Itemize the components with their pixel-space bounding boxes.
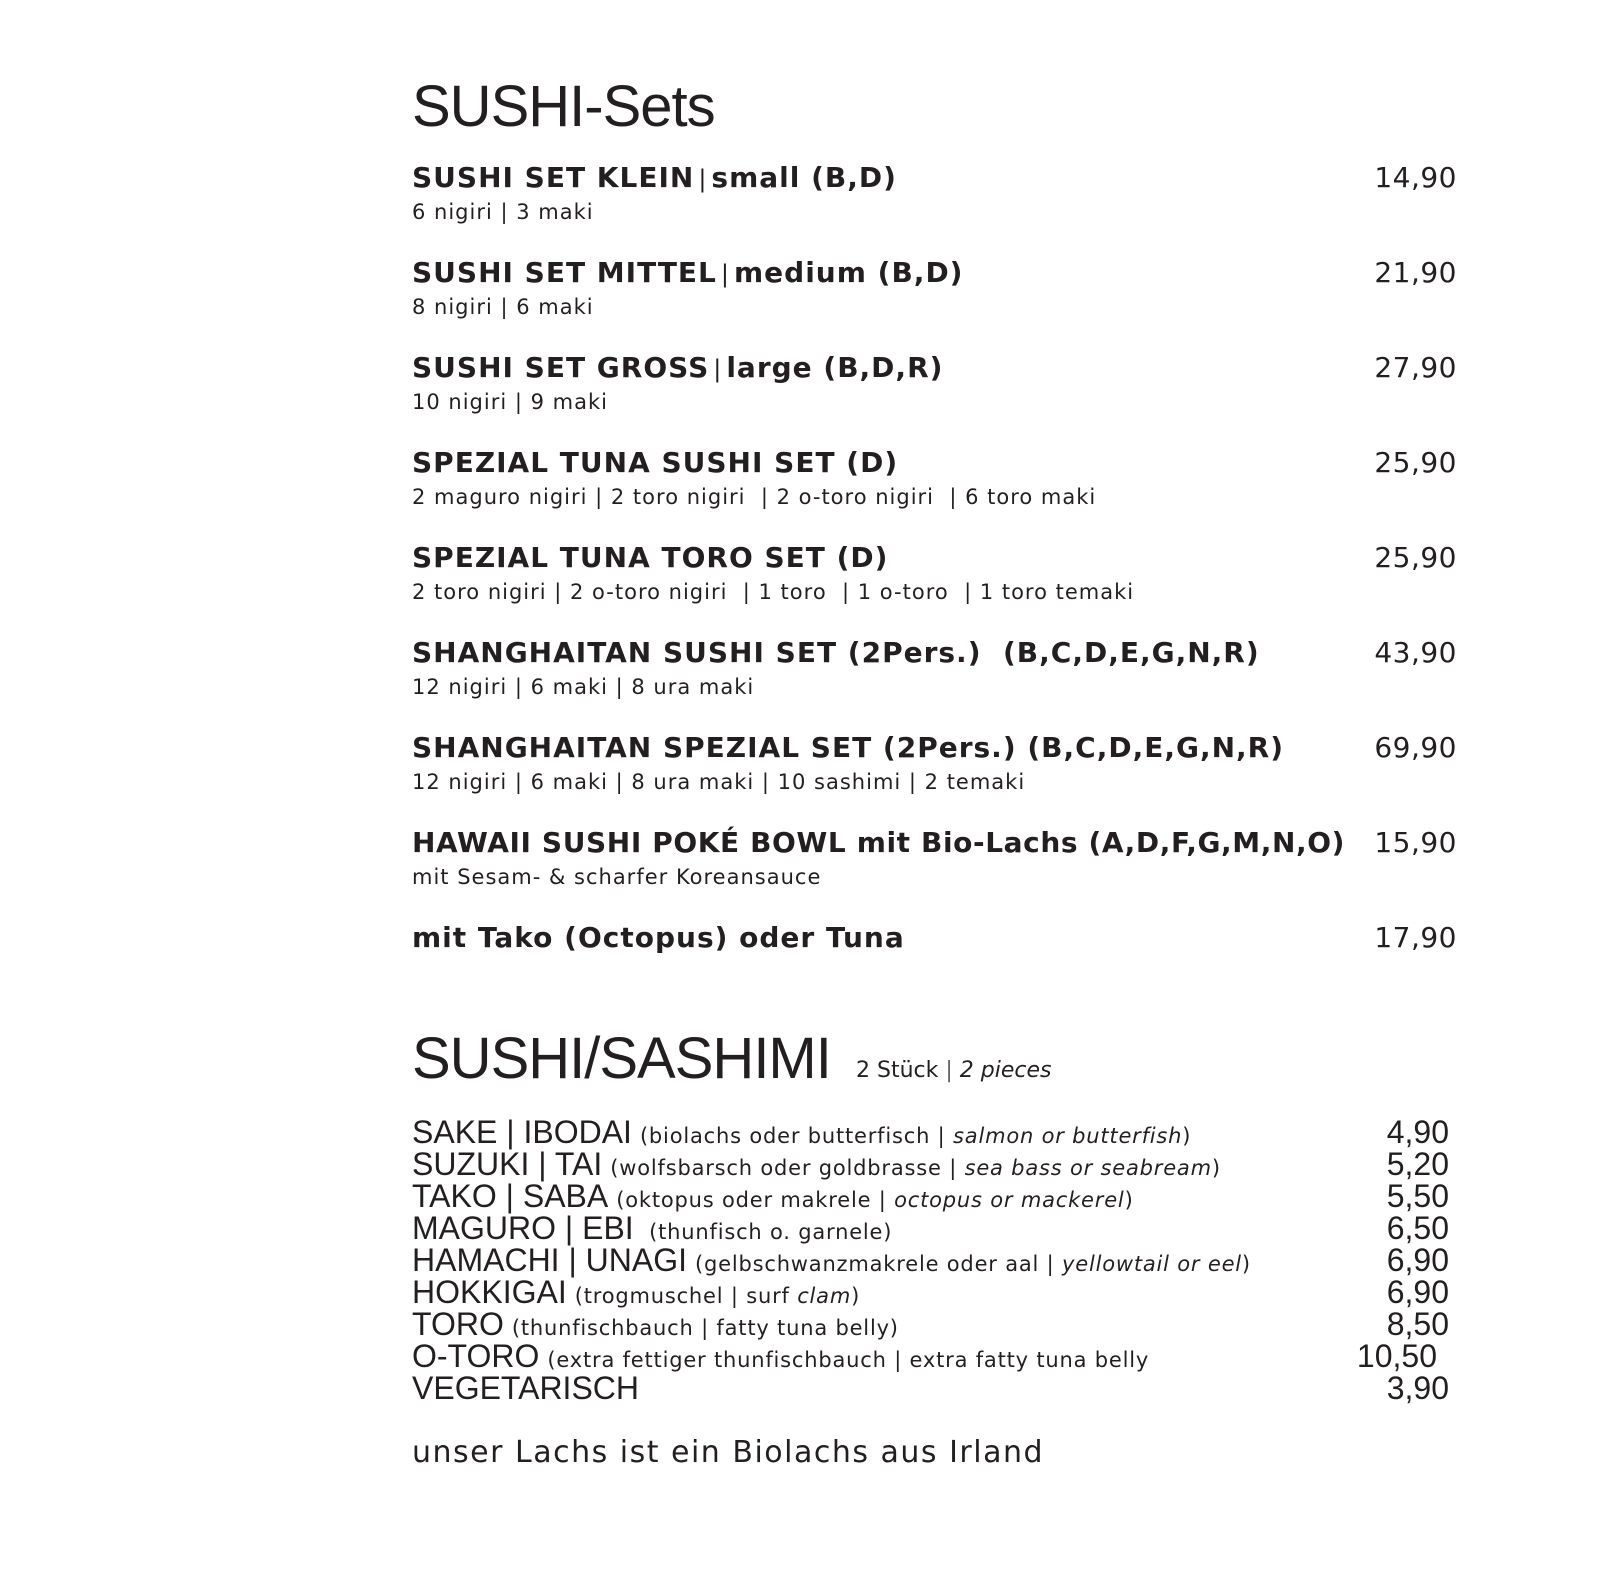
sashimi-row [412,1244,1457,1276]
item-price: 25,90 [1374,446,1457,479]
sashimi-row [412,1148,1457,1180]
item-description: 8 nigiri | 6 maki [412,295,594,319]
item-name: SUSHI SET MITTEL | medium (B,D) [412,256,964,289]
item-description: 6 nigiri | 3 maki [412,200,594,224]
sashimi-name: SAKE | IBODAI (biolachs oder butterfisch | salmon or butterfish) [412,1114,1192,1150]
item-name: SPEZIAL TUNA SUSHI SET (D) [412,446,899,479]
sashimi-name: TORO (thunfischbauch | fatty tuna belly) [412,1306,899,1342]
sashimi-row [412,1180,1457,1212]
sushi-sets-heading: SUSHI-Sets [412,74,715,139]
sashimi-price: 4,90 [1386,1114,1449,1150]
item-price: 43,90 [1374,636,1457,669]
sashimi-name: MAGURO | EBI (thunfisch o. garnele) [412,1210,893,1246]
item-description: 2 maguro nigiri | 2 toro nigiri | 2 o-toro nigiri | 6 toro maki [412,485,1097,509]
sashimi-row [412,1340,1457,1372]
sushi-sashimi-heading: SUSHI/SASHIMI [412,1026,831,1091]
item-description: 2 toro nigiri | 2 o-toro nigiri | 1 toro | 1 o-toro | 1 toro temaki [412,580,1135,604]
item-description: 12 nigiri | 6 maki | 8 ura maki [412,675,755,699]
sashimi-name: VEGETARISCH [412,1370,639,1406]
sashimi-row [412,1276,1457,1308]
item-price: 21,90 [1374,256,1457,289]
sashimi-row [412,1116,1457,1148]
item-name: SUSHI SET GROSS | large (B,D,R) [412,351,944,384]
sashimi-price: 5,50 [1386,1178,1449,1214]
sashimi-name: TAKO | SABA (oktopus oder makrele | octopus or mackerel) [412,1178,1134,1214]
sashimi-row [412,1372,1457,1404]
sashimi-name: HOKKIGAI (trogmuschel | surf clam) [412,1274,861,1310]
item-price: 27,90 [1374,351,1457,384]
sashimi-row [412,1308,1457,1340]
item-name: HAWAII SUSHI POKÉ BOWL mit Bio-Lachs (A,D,F,G,M,N,O) [412,826,1346,859]
sushi-sashimi-subtitle: 2 Stück | 2 pieces [856,1058,1052,1083]
item-price: 14,90 [1374,161,1457,194]
variant-label: mit Tako (Octopus) oder Tuna [412,921,905,954]
item-price: 25,90 [1374,541,1457,574]
item-description: mit Sesam- & scharfer Koreansauce [412,865,822,889]
sashimi-price: 10,50 [1356,1338,1437,1374]
sashimi-price: 3,90 [1386,1370,1449,1406]
sashimi-price: 5,20 [1386,1146,1449,1182]
sashimi-price: 6,90 [1386,1274,1449,1310]
item-description: 12 nigiri | 6 maki | 8 ura maki | 10 sashimi | 2 temaki [412,770,1026,794]
item-name: SPEZIAL TUNA TORO SET (D) [412,541,889,574]
salmon-origin-note: unser Lachs ist ein Biolachs aus Irland [412,1435,1045,1470]
item-price: 15,90 [1374,826,1457,859]
sashimi-row [412,1212,1457,1244]
item-name: SUSHI SET KLEIN | small (B,D) [412,161,897,194]
sashimi-name: HAMACHI | UNAGI (gelbschwanzmakrele oder aal | yellowtail or eel) [412,1242,1251,1278]
item-name: SHANGHAITAN SPEZIAL SET (2Pers.) (B,C,D,E,G,N,R) [412,731,1285,764]
sashimi-price: 8,50 [1386,1306,1449,1342]
item-price: 69,90 [1374,731,1457,764]
sashimi-name: SUZUKI | TAI (wolfsbarsch oder goldbrasse | sea bass or seabream) [412,1146,1221,1182]
sashimi-price: 6,90 [1386,1242,1449,1278]
item-name: SHANGHAITAN SUSHI SET (2Pers.) (B,C,D,E,G,N,R) [412,636,1260,669]
sashimi-price: 6,50 [1386,1210,1449,1246]
item-description: 10 nigiri | 9 maki [412,390,608,414]
variant-price: 17,90 [1374,921,1457,954]
sashimi-name: O-TORO (extra fettiger thunfischbauch | extra fatty tuna belly [412,1338,1150,1374]
